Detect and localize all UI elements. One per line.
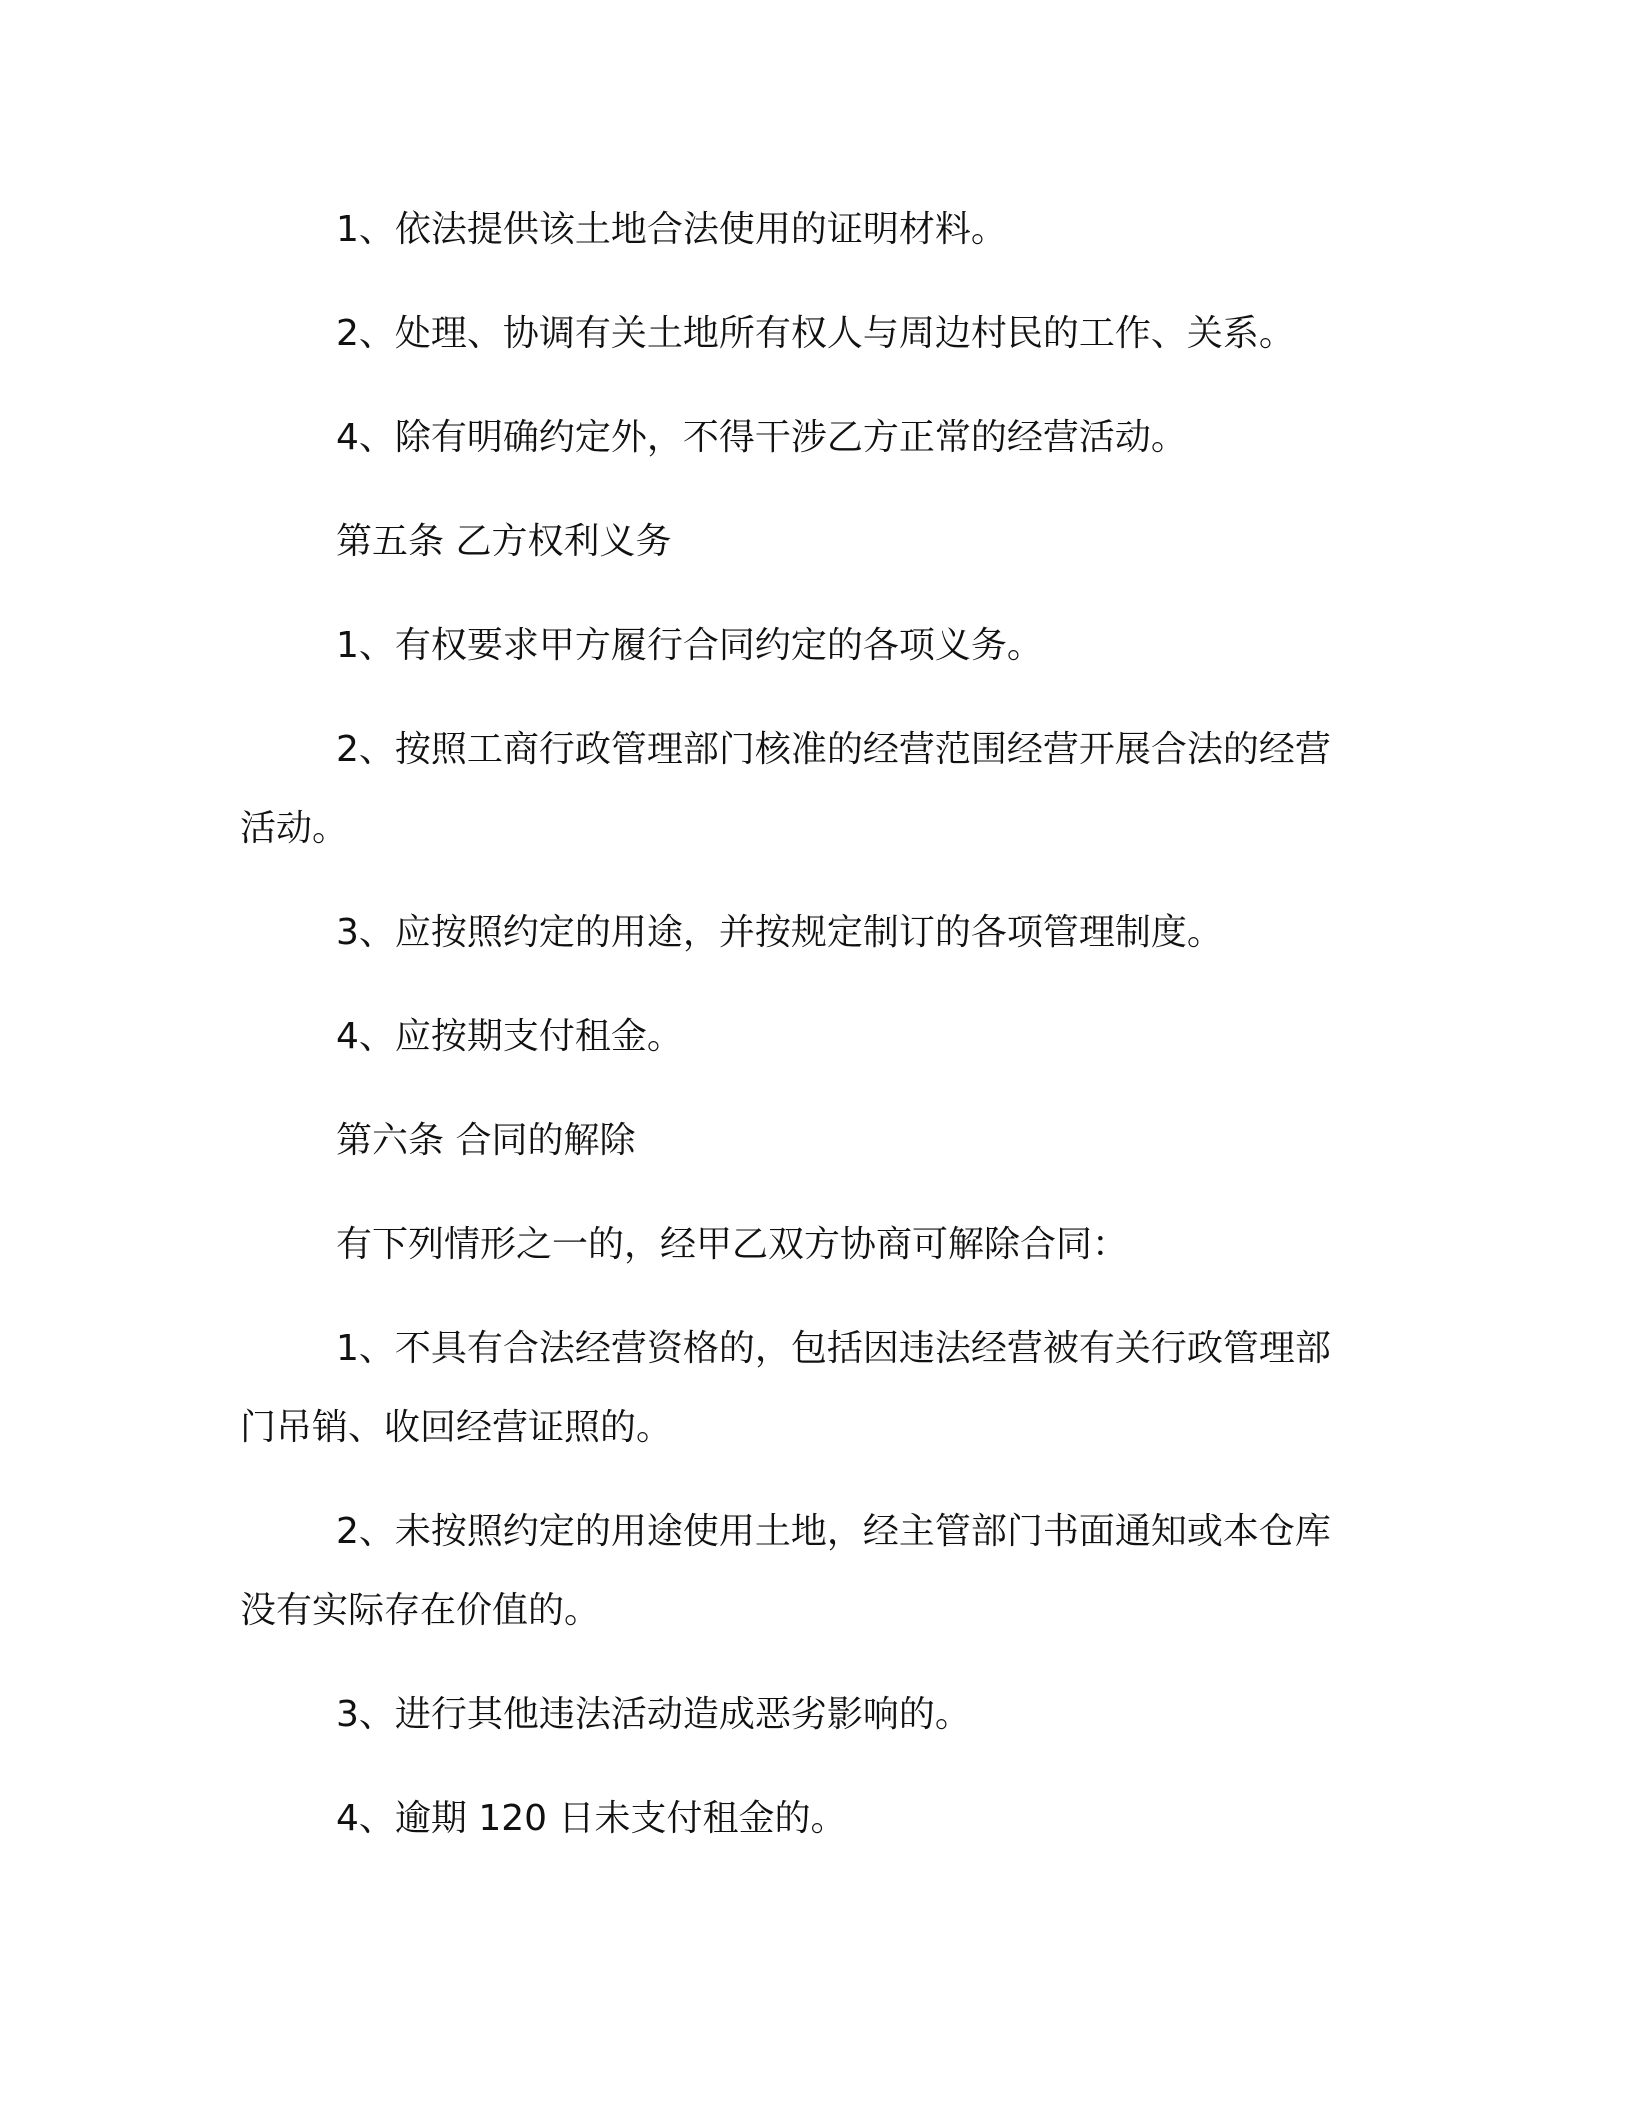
section-heading-article-5: 第五条 乙方权利义务 xyxy=(336,521,672,562)
paragraph-termination-3: 3、进行其他违法活动造成恶劣影响的。 xyxy=(336,1694,971,1735)
paragraph-tenant-duty-3: 3、应按照约定的用途，并按规定制订的各项管理制度。 xyxy=(336,912,1223,953)
section-heading-article-6: 第六条 合同的解除 xyxy=(336,1120,636,1161)
document-body xyxy=(240,190,1360,1883)
paragraph-termination-2: 2、未按照约定的用途使用土地，经主管部门书面通知或本仓库没有实际存在价值的。 xyxy=(240,1511,1331,1631)
paragraph-tenant-duty-2: 2、按照工商行政管理部门核准的经营范围经营开展合法的经营活动。 xyxy=(240,729,1331,849)
paragraph-termination-4: 4、逾期 120 日未支付租金的。 xyxy=(336,1798,847,1839)
paragraph-termination-1: 1、不具有合法经营资格的，包括因违法经营被有关行政管理部门吊销、收回经营证照的。 xyxy=(240,1328,1331,1448)
paragraph-landlord-duty-2: 2、处理、协调有关土地所有权人与周边村民的工作、关系。 xyxy=(336,313,1295,354)
paragraph-tenant-duty-1: 1、有权要求甲方履行合同约定的各项义务。 xyxy=(336,625,1043,666)
paragraph-termination-intro: 有下列情形之一的，经甲乙双方协商可解除合同： xyxy=(336,1224,1129,1265)
paragraph-landlord-duty-4: 4、除有明确约定外，不得干涉乙方正常的经营活动。 xyxy=(336,417,1187,458)
paragraph-tenant-duty-4: 4、应按期支付租金。 xyxy=(336,1016,683,1057)
paragraph-landlord-duty-1: 1、依法提供该土地合法使用的证明材料。 xyxy=(336,209,1007,250)
